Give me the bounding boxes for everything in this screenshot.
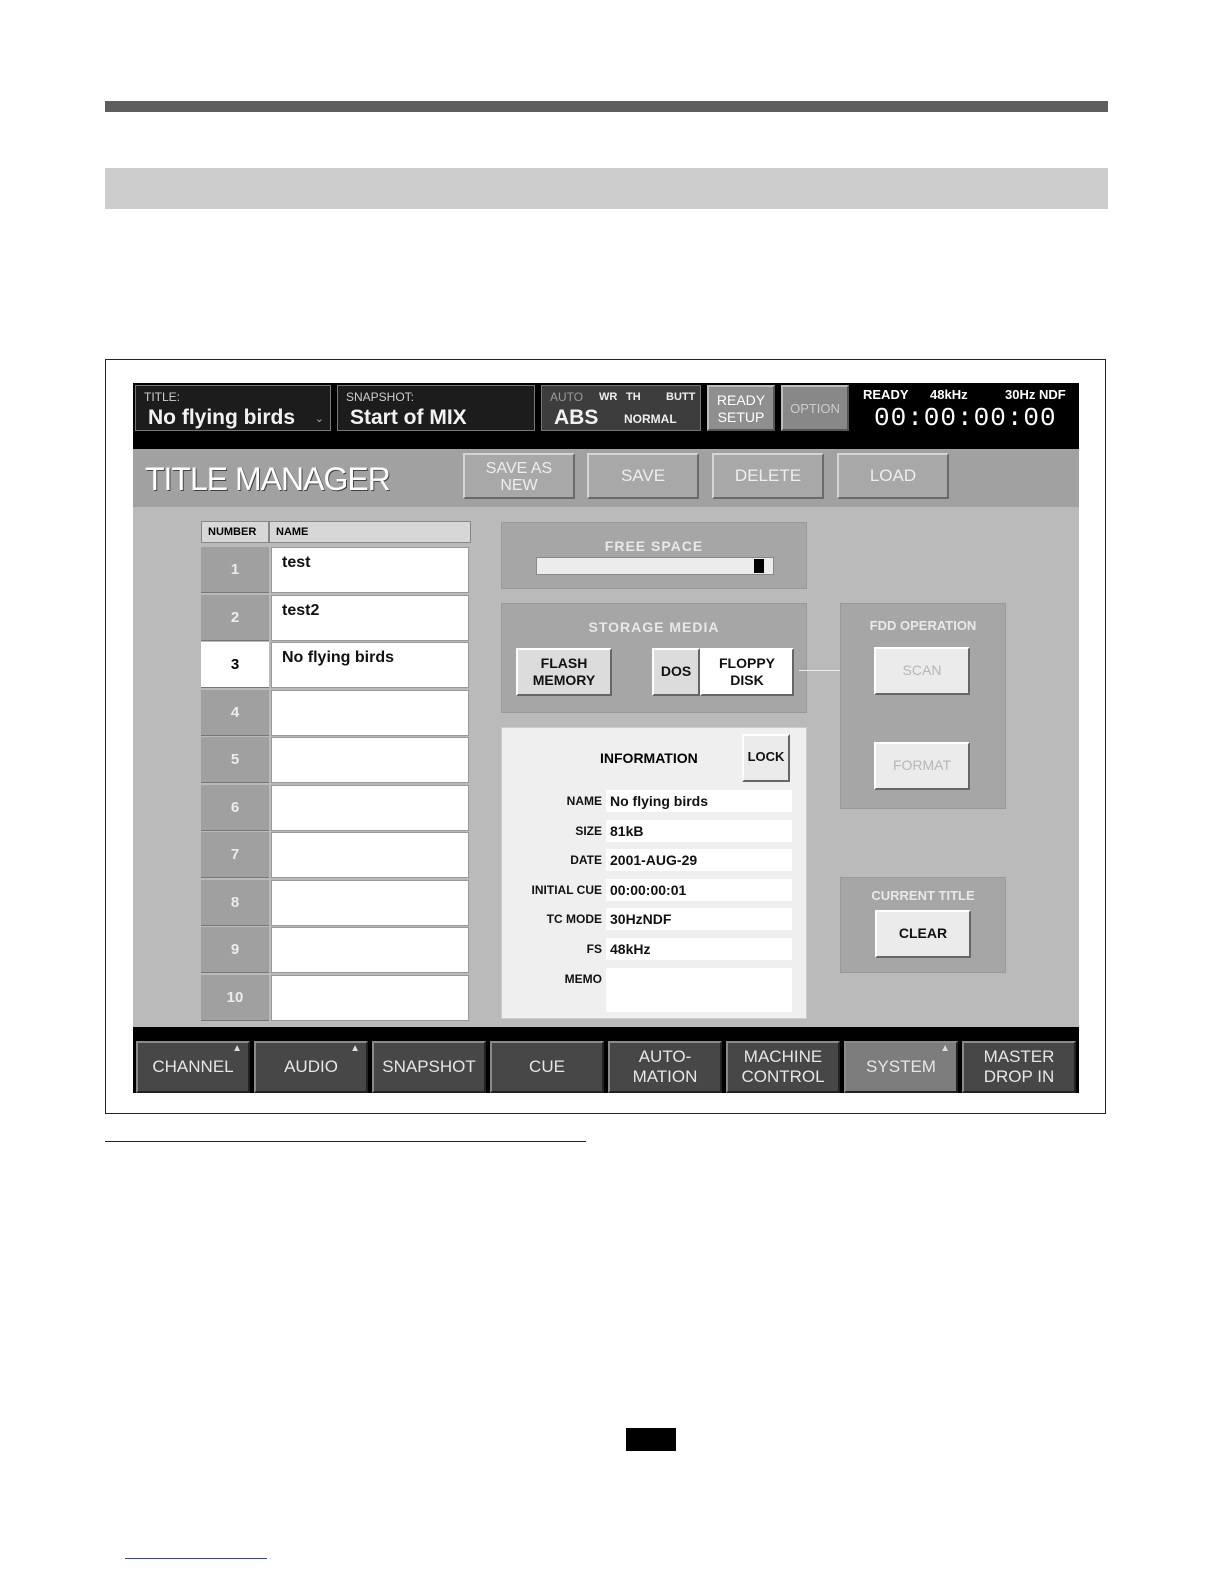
- row-name[interactable]: [271, 737, 469, 783]
- format-button[interactable]: FORMAT: [874, 742, 970, 790]
- info-value-size: 81kB: [606, 820, 792, 842]
- row-name[interactable]: [271, 927, 469, 973]
- auto-state: NORMAL: [624, 412, 677, 426]
- save-button[interactable]: SAVE: [587, 453, 699, 499]
- dos-button[interactable]: DOS: [652, 648, 700, 696]
- information-label: INFORMATION: [600, 750, 698, 766]
- fdd-operation-label: FDD OPERATION: [869, 618, 977, 633]
- row-number[interactable]: 5: [201, 737, 269, 783]
- section-band: [105, 168, 1108, 209]
- status-ready: READY: [863, 387, 909, 402]
- row-number[interactable]: 6: [201, 785, 269, 831]
- delete-button[interactable]: DELETE: [712, 453, 824, 499]
- row-number[interactable]: 3: [201, 642, 269, 688]
- info-label-memo: MEMO: [564, 972, 602, 986]
- load-button[interactable]: LOAD: [837, 453, 949, 499]
- info-label-fs: FS: [586, 942, 602, 956]
- ready-setup-button[interactable]: READY SETUP: [707, 385, 775, 431]
- tab-label: AUDIO: [284, 1057, 338, 1076]
- automation-display[interactable]: [541, 385, 701, 431]
- tab-label: MACHINE CONTROL: [741, 1047, 825, 1086]
- dropdown-icon[interactable]: ⌄: [314, 413, 324, 425]
- page-number-block: [626, 1428, 676, 1451]
- row-name[interactable]: [271, 690, 469, 736]
- row-number[interactable]: 1: [201, 547, 269, 593]
- tab-label: CHANNEL: [152, 1057, 234, 1076]
- info-value-memo[interactable]: [606, 968, 792, 1012]
- link-underline: [125, 1558, 267, 1559]
- tab-label: AUTO- MATION: [632, 1047, 698, 1086]
- tab-label: CUE: [529, 1057, 565, 1076]
- page-title: TITLE MANAGER: [145, 461, 390, 497]
- footnote-rule: [105, 1141, 586, 1142]
- free-space-label: FREE SPACE: [604, 538, 704, 554]
- timecode-display: 00:00:00:00: [874, 403, 1057, 433]
- row-name[interactable]: test2: [271, 595, 469, 641]
- title-manager-header: [133, 449, 1079, 507]
- row-number[interactable]: 10: [201, 975, 269, 1021]
- auto-mode-th: TH: [626, 391, 641, 403]
- info-value-date: 2001-AUG-29: [606, 849, 792, 871]
- column-header-name: NAME: [269, 521, 471, 543]
- current-title-label: CURRENT TITLE: [871, 888, 975, 903]
- info-value-tc-mode: 30HzNDF: [606, 908, 792, 930]
- tab-cue[interactable]: [490, 1041, 604, 1093]
- row-name[interactable]: No flying birds: [271, 642, 469, 688]
- floppy-disk-button[interactable]: FLOPPY DISK: [700, 648, 794, 696]
- row-number[interactable]: 7: [201, 832, 269, 878]
- fdd-operation-panel: [840, 603, 1006, 809]
- info-label-name: NAME: [566, 794, 602, 808]
- storage-media-label: STORAGE MEDIA: [588, 619, 720, 635]
- info-value-name: No flying birds: [606, 790, 792, 812]
- status-tc-mode: 30Hz NDF: [1005, 387, 1066, 402]
- row-name[interactable]: [271, 785, 469, 831]
- info-label-tc-mode: TC MODE: [546, 912, 602, 927]
- save-as-new-button[interactable]: SAVE AS NEW: [463, 453, 575, 499]
- info-value-initial-cue: 00:00:00:01: [606, 879, 792, 901]
- info-value-fs: 48kHz: [606, 938, 792, 960]
- tab-label: SYSTEM: [866, 1057, 936, 1076]
- option-button[interactable]: OPTION: [781, 385, 849, 431]
- tab-arrow-icon: ▲: [940, 1043, 950, 1054]
- status-fs: 48kHz: [930, 387, 968, 402]
- row-number[interactable]: 4: [201, 690, 269, 736]
- clear-button[interactable]: CLEAR: [875, 910, 971, 958]
- tab-auto-mation[interactable]: [608, 1041, 722, 1093]
- storage-media-panel: [501, 603, 807, 713]
- row-number[interactable]: 9: [201, 927, 269, 973]
- tab-channel[interactable]: [136, 1041, 250, 1093]
- row-number[interactable]: 2: [201, 595, 269, 641]
- lock-button[interactable]: LOCK: [742, 734, 790, 782]
- row-name[interactable]: [271, 880, 469, 926]
- info-label-initial-cue: INITIAL CUE: [531, 882, 602, 897]
- title-label: TITLE:: [144, 390, 181, 404]
- tab-arrow-icon: ▲: [232, 1043, 242, 1054]
- auto-mode-wr: WR: [599, 391, 618, 403]
- snapshot-label: SNAPSHOT:: [346, 390, 415, 404]
- information-panel: [501, 727, 807, 1019]
- scan-button[interactable]: SCAN: [874, 647, 970, 695]
- info-label-size: SIZE: [575, 823, 602, 838]
- tab-label: SNAPSHOT: [382, 1057, 476, 1076]
- top-rule: [105, 101, 1108, 112]
- title-manager-panel: [133, 507, 1079, 1027]
- tab-system[interactable]: [844, 1041, 958, 1093]
- tab-arrow-icon: ▲: [350, 1043, 360, 1054]
- free-space-panel: [501, 522, 807, 589]
- snapshot-value: Start of MIX: [350, 406, 467, 429]
- auto-mode-value: ABS: [554, 406, 599, 429]
- console-screen: [133, 383, 1079, 1093]
- row-number[interactable]: 8: [201, 880, 269, 926]
- auto-label: AUTO: [550, 390, 584, 404]
- tab-master-drop-in[interactable]: [962, 1041, 1076, 1093]
- row-name[interactable]: test: [271, 547, 469, 593]
- row-name[interactable]: [271, 832, 469, 878]
- auto-mode-butt: BUTT: [666, 391, 696, 403]
- free-space-meter: [536, 557, 774, 575]
- function-tabs: [133, 1037, 1079, 1093]
- title-value: No flying birds: [148, 406, 295, 429]
- free-space-indicator: [754, 559, 764, 573]
- tab-snapshot[interactable]: [372, 1041, 486, 1093]
- snapshot-display[interactable]: [337, 385, 535, 431]
- column-header-number: NUMBER: [201, 521, 269, 543]
- tab-label: MASTER DROP IN: [983, 1047, 1055, 1086]
- tab-audio[interactable]: [254, 1041, 368, 1093]
- info-label-date: DATE: [570, 853, 602, 868]
- tab-machine-control[interactable]: [726, 1041, 840, 1093]
- flash-memory-button[interactable]: FLASH MEMORY: [516, 648, 612, 696]
- row-name[interactable]: [271, 975, 469, 1021]
- current-title-panel: [840, 877, 1006, 973]
- title-display[interactable]: [135, 385, 331, 431]
